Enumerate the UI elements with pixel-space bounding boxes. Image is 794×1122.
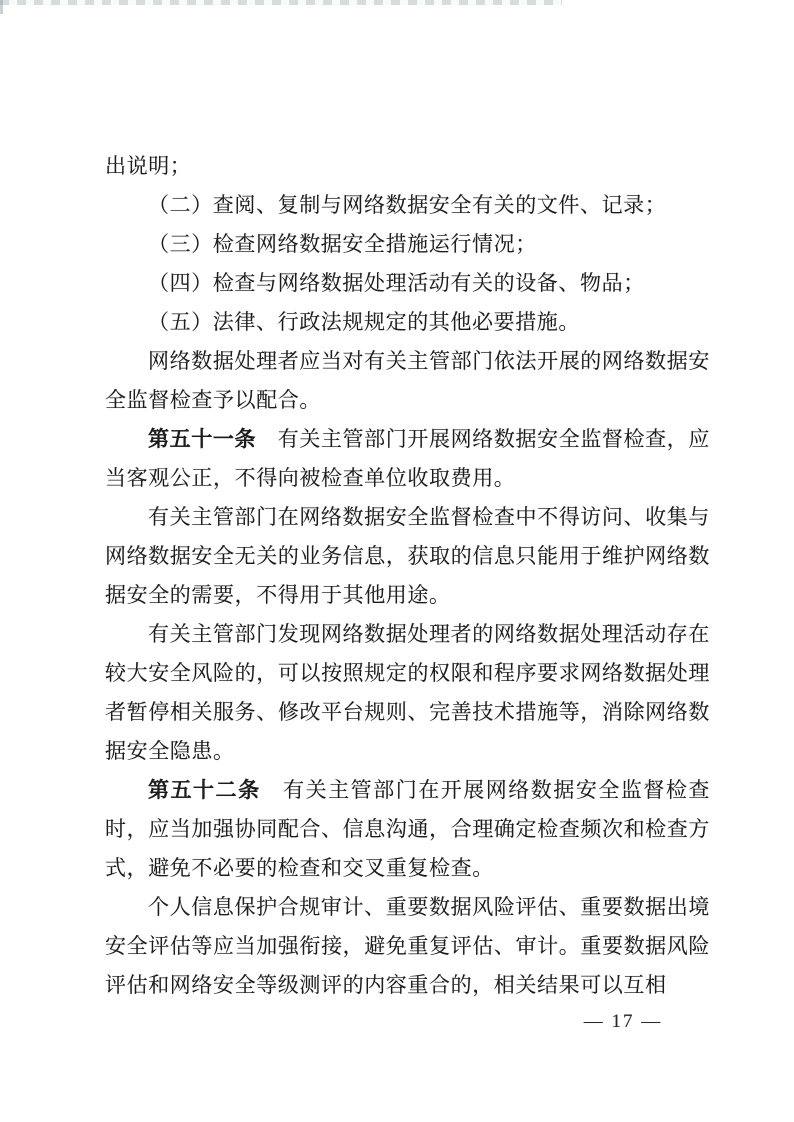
article-number: 第五十一条 (148, 427, 257, 451)
page-number: — 17 — (583, 1011, 663, 1032)
scan-artifact-top-strip (0, 0, 562, 5)
paragraph: 有关主管部门在网络数据安全监督检查中不得访问、收集与网络数据安全无关的业务信息，获取的信息只能用于维护网络数据安全的需要，不得用于其他用途。 (105, 505, 710, 607)
paragraph: （三）检查网络数据安全措施运行情况； (148, 232, 537, 256)
article-number: 第五十二条 (148, 778, 261, 802)
article-paragraph: 第五十一条 有关主管部门开展网络数据安全监督检查，应当客观公正，不得向被检查单位收取费用。 (105, 427, 710, 490)
scan-artifact-corner-mark (0, 0, 3, 14)
paragraph: 有关主管部门发现网络数据处理者的网络数据处理活动存在较大安全风险的，可以按照规定的权限和程序要求网络数据处理者暂停相关服务、修改平台规则、完善技术措施等，消除网络数据安全隐患。 (105, 622, 710, 763)
paragraph: （四）检查与网络数据处理活动有关的设备、物品； (148, 271, 645, 295)
document-body (105, 147, 710, 1005)
paragraph: （五）法律、行政法规规定的其他必要措施。 (148, 310, 580, 334)
article-paragraph: 第五十二条 有关主管部门在开展网络数据安全监督检查时，应当加强协同配合、信息沟通，合理确定检查频次和检查方式，避免不必要的检查和交叉重复检查。 (105, 778, 711, 880)
paragraph: 个人信息保护合规审计、重要数据风险评估、重要数据出境安全评估等应当加强衔接，避免重复评估、审计。重要数据风险评估和网络安全等级测评的内容重合的，相关结果可以互相 (105, 895, 710, 997)
paragraph: 出说明； (105, 154, 192, 178)
paragraph: （二）查阅、复制与网络数据安全有关的文件、记录； (148, 193, 667, 217)
paragraph: 网络数据处理者应当对有关主管部门依法开展的网络数据安全监督检查予以配合。 (105, 349, 710, 412)
